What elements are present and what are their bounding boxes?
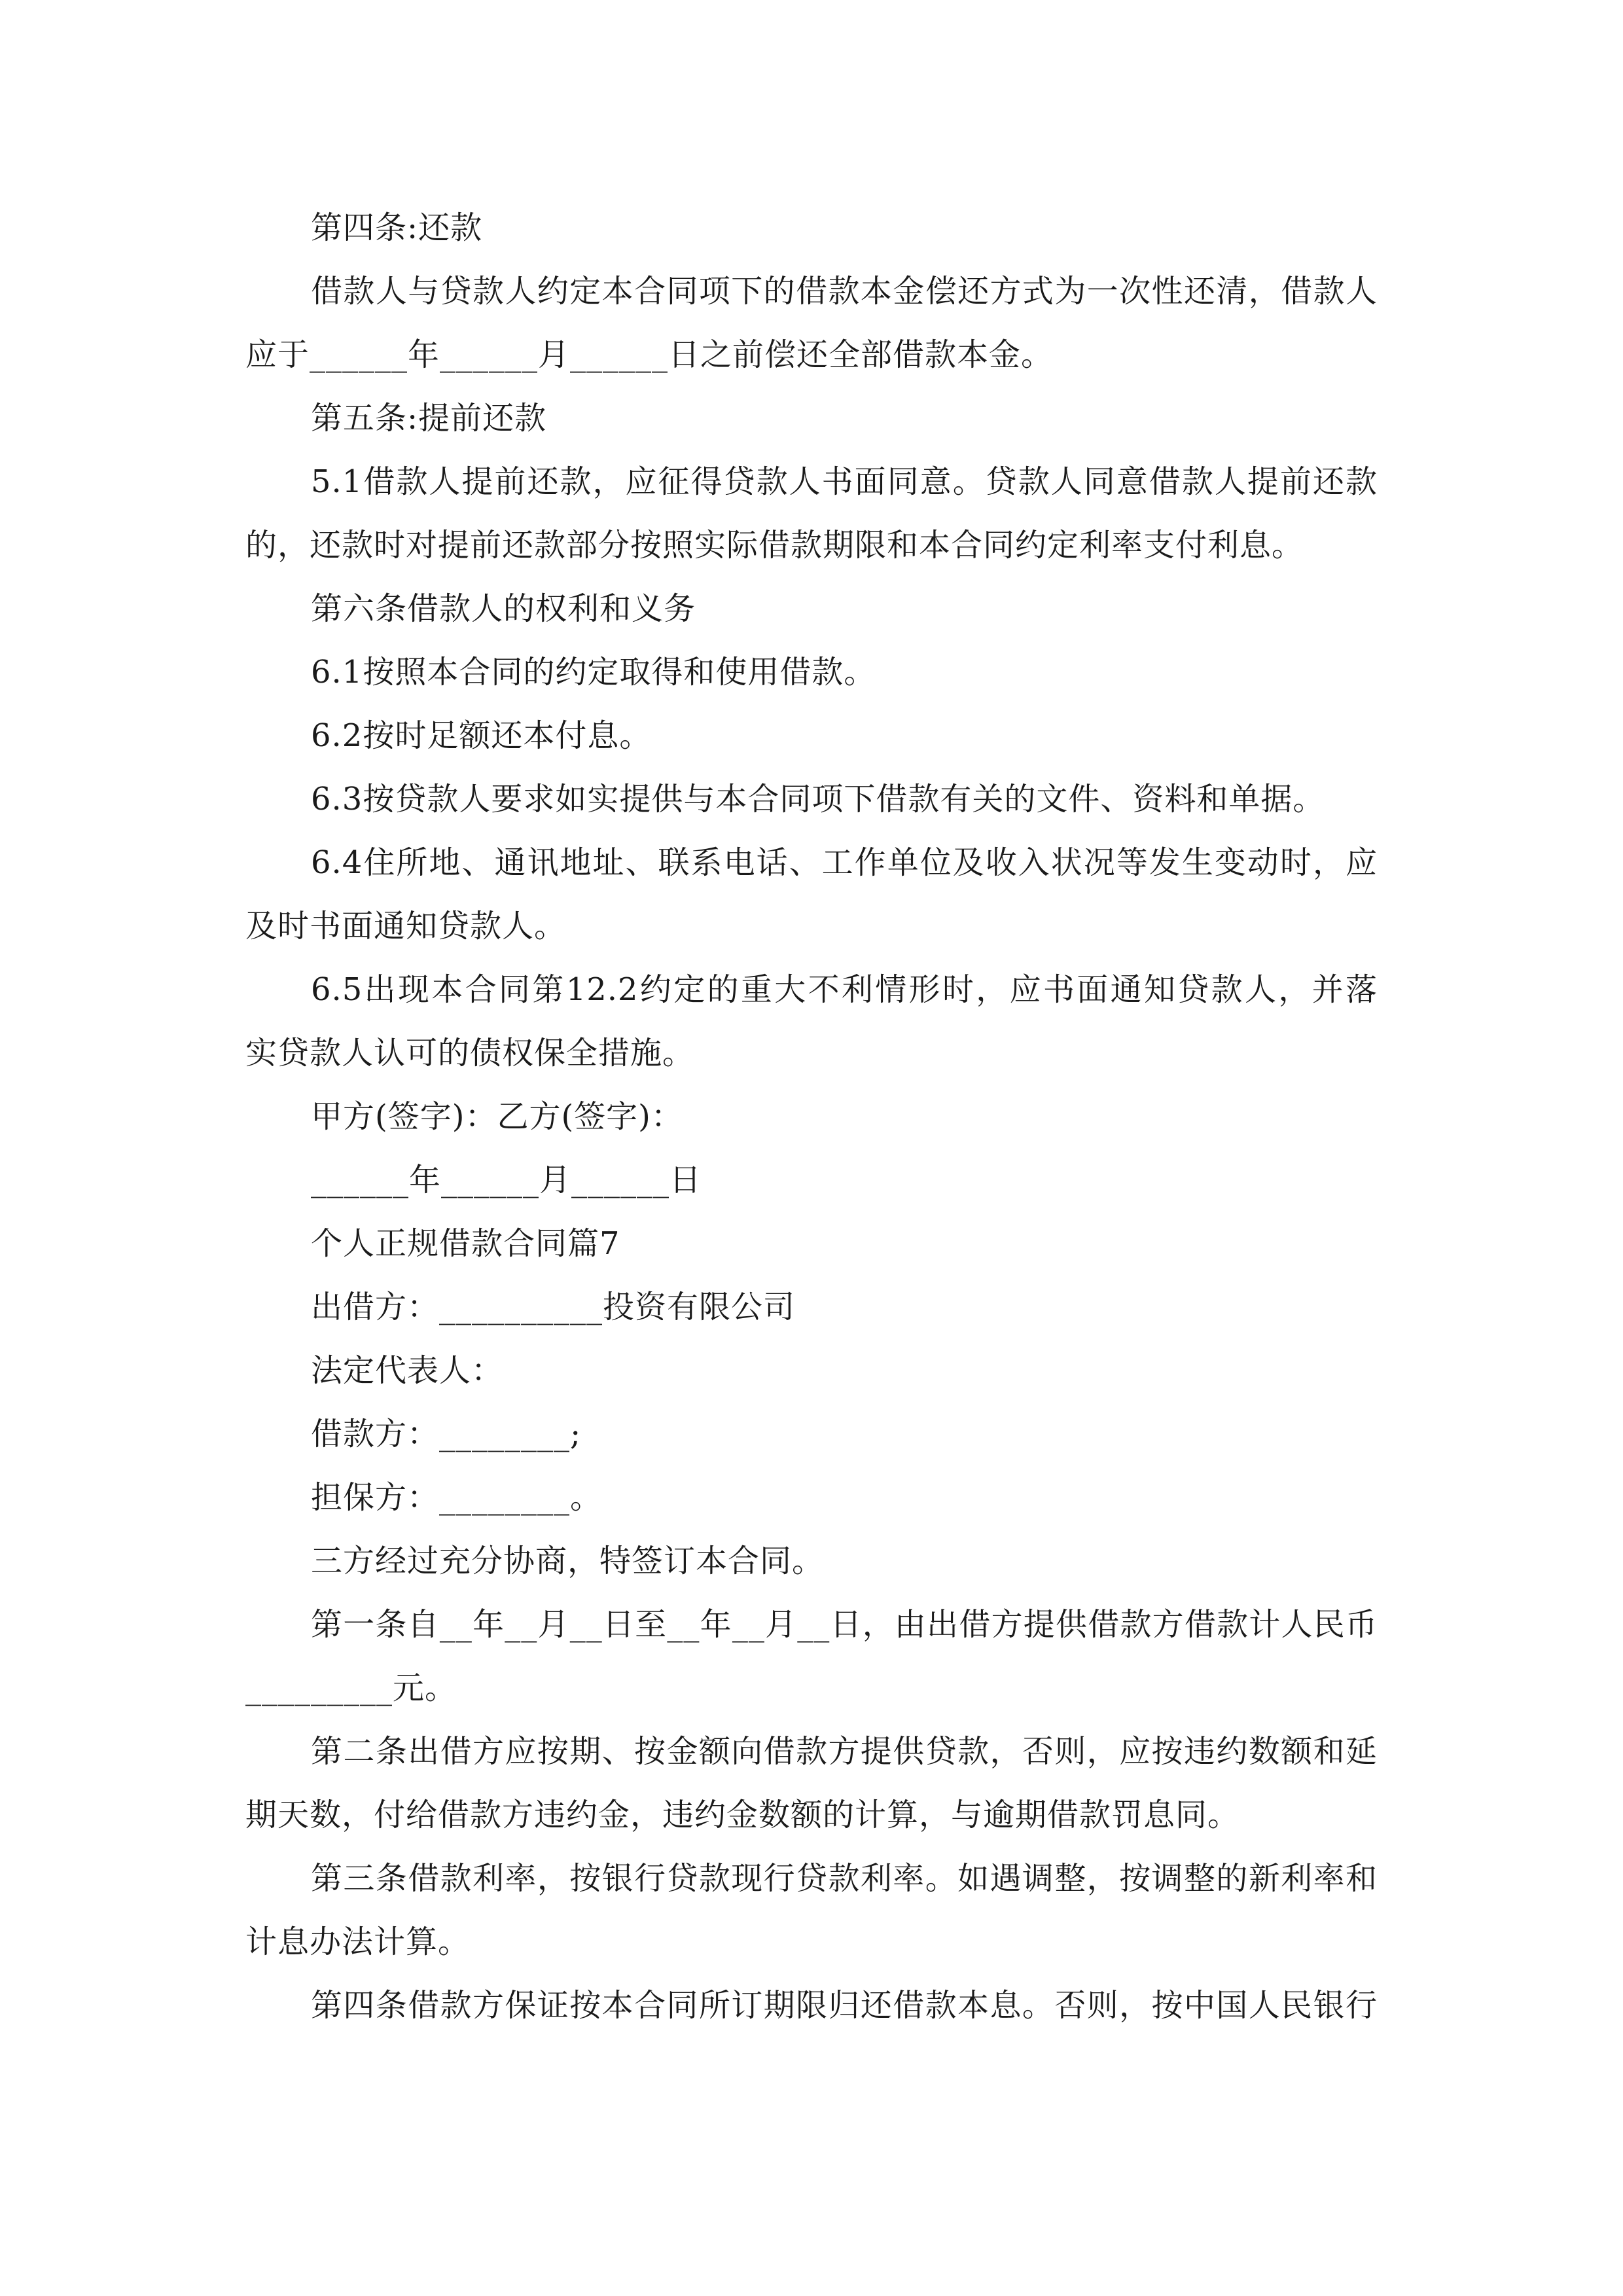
date-line: ______年______月______日 bbox=[311, 1162, 702, 1198]
article-2: 第二条出借方应按期、按金额向借款方提供贷款，否则，应按违约数额和延 bbox=[311, 1733, 1378, 1770]
borrower-line: 借款方：________; bbox=[311, 1416, 582, 1452]
agreement-statement: 三方经过充分协商，特签订本合同。 bbox=[311, 1543, 825, 1579]
guarantor-line: 担保方：________。 bbox=[311, 1479, 603, 1516]
paragraph-line: 及时书面通知贷款人。 bbox=[245, 908, 567, 944]
lender-line: 出借方：__________投资有限公司 bbox=[311, 1289, 796, 1325]
document-body bbox=[245, 196, 1378, 2037]
paragraph-line: 计息办法计算。 bbox=[245, 1924, 471, 1960]
contract-title: 个人正规借款合同篇7 bbox=[311, 1225, 620, 1262]
clause-6-1: 6.1按照本合同的约定取得和使用借款。 bbox=[311, 654, 876, 691]
clause-6-4: 6.4住所地、通讯地址、联系电话、工作单位及收入状况等发生变动时，应 bbox=[311, 844, 1378, 881]
section-heading-repayment: 第四条:还款 bbox=[311, 209, 483, 246]
clause-6-3: 6.3按贷款人要求如实提供与本合同项下借款有关的文件、资料和单据。 bbox=[311, 781, 1325, 817]
section-heading-early-repayment: 第五条:提前还款 bbox=[311, 400, 547, 437]
paragraph-line: 期天数，付给借款方违约金，违约金数额的计算，与逾期借款罚息同。 bbox=[245, 1797, 1240, 1833]
signature-line: 甲方(签字)：乙方(签字)： bbox=[311, 1098, 683, 1135]
paragraph-line: 的，还款时对提前还款部分按照实际借款期限和本合同约定利率支付利息。 bbox=[245, 527, 1304, 564]
section-heading-rights-duties: 第六条借款人的权利和义务 bbox=[311, 590, 696, 627]
clause-6-5: 6.5出现本合同第12.2约定的重大不利情形时，应书面通知贷款人，并落 bbox=[311, 971, 1378, 1008]
article-3: 第三条借款利率，按银行贷款现行贷款利率。如遇调整，按调整的新利率和 bbox=[311, 1860, 1378, 1897]
paragraph-line: 实贷款人认可的债权保全措施。 bbox=[245, 1035, 695, 1071]
paragraph-line: _________元。 bbox=[245, 1670, 457, 1706]
article-4: 第四条借款方保证按本合同所订期限归还借款本息。否则，按中国人民银行 bbox=[311, 1987, 1378, 2024]
paragraph-line: 5.1借款人提前还款，应征得贷款人书面同意。贷款人同意借款人提前还款 bbox=[311, 463, 1378, 500]
clause-6-2: 6.2按时足额还本付息。 bbox=[311, 717, 652, 754]
legal-representative-line: 法定代表人： bbox=[311, 1352, 504, 1389]
paragraph-line: 借款人与贷款人约定本合同项下的借款本金偿还方式为一次性还清，借款人 bbox=[311, 273, 1378, 310]
article-1: 第一条自__年__月__日至__年__月__日，由出借方提供借款方借款计人民币 bbox=[311, 1606, 1378, 1643]
paragraph-line: 应于______年______月______日之前偿还全部借款本金。 bbox=[245, 336, 1054, 373]
